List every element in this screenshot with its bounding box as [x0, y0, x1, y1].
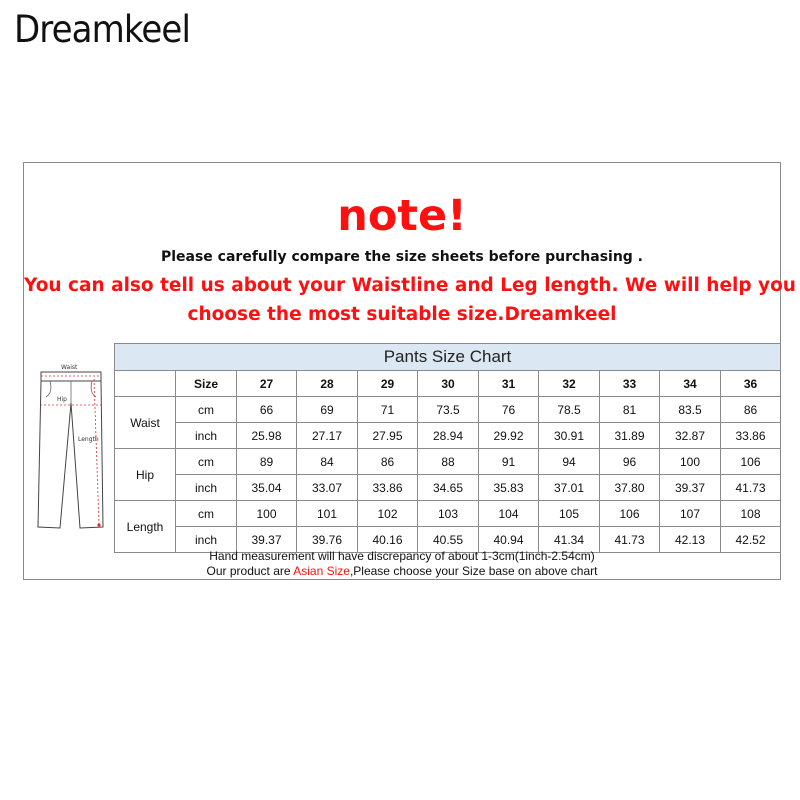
table-cell: 100 — [660, 449, 721, 475]
table-cell: 30.91 — [539, 423, 600, 449]
footer-line-1: Hand measurement will have discrepancy of about 1-3cm(1inch-2.54cm) — [209, 549, 595, 563]
note-box — [24, 163, 796, 344]
table-cell: 42.52 — [721, 527, 781, 553]
footer-line-2 — [24, 564, 780, 578]
table-cell: 94 — [539, 449, 600, 475]
brand-logo: Dreamkeel — [14, 8, 190, 51]
table-cell: 89 — [237, 449, 297, 475]
size-header-row — [115, 371, 781, 397]
table-cell: 31.89 — [600, 423, 660, 449]
table-row — [115, 475, 781, 501]
table-cell: 73.5 — [418, 397, 479, 423]
size-label: Size — [176, 371, 237, 397]
pants-size-chart — [114, 343, 780, 547]
table-cell: 91 — [479, 449, 539, 475]
table-cell: 35.04 — [237, 475, 297, 501]
table-cell: 66 — [237, 397, 297, 423]
size-chart-card — [23, 162, 796, 580]
table-cell: 39.76 — [297, 527, 358, 553]
figure-label-waist: Waist — [61, 364, 78, 371]
table-row — [115, 423, 781, 449]
footer-line-2-pre: Our product are — [206, 564, 294, 578]
table-cell: 41.73 — [600, 527, 660, 553]
table-cell: 40.94 — [479, 527, 539, 553]
table-cell: 41.34 — [539, 527, 600, 553]
table-cell: 25.98 — [237, 423, 297, 449]
measurement-name: Length — [115, 501, 176, 553]
table-cell: 37.80 — [600, 475, 660, 501]
table-cell: 40.16 — [358, 527, 418, 553]
size-column-header: 29 — [358, 371, 418, 397]
table-cell: 27.17 — [297, 423, 358, 449]
table-cell: 33.86 — [358, 475, 418, 501]
size-column-header: 31 — [479, 371, 539, 397]
unit-label: cm — [176, 449, 237, 475]
table-cell: 32.87 — [660, 423, 721, 449]
pants-measurement-figure — [24, 343, 115, 547]
size-column-header: 36 — [721, 371, 781, 397]
note-line-2b: choose the most suitable size.Dreamkeel — [187, 304, 617, 325]
table-cell: 84 — [297, 449, 358, 475]
table-cell: 100 — [237, 501, 297, 527]
table-cell: 88 — [418, 449, 479, 475]
table-cell: 35.83 — [479, 475, 539, 501]
table-row — [115, 397, 781, 423]
chart-title-row — [115, 344, 781, 371]
size-column-header: 28 — [297, 371, 358, 397]
table-cell: 27.95 — [358, 423, 418, 449]
figure-label-hip: Hip — [57, 396, 67, 403]
footer-notes — [24, 547, 780, 579]
note-line-1: Please carefully compare the size sheets before purchasing . — [160, 249, 644, 265]
table-row — [115, 449, 781, 475]
table-cell: 71 — [358, 397, 418, 423]
table-cell: 40.55 — [418, 527, 479, 553]
table-cell: 103 — [418, 501, 479, 527]
table-cell: 37.01 — [539, 475, 600, 501]
table-cell: 101 — [297, 501, 358, 527]
table-cell: 29.92 — [479, 423, 539, 449]
measurement-name: Hip — [115, 449, 176, 501]
table-cell: 102 — [358, 501, 418, 527]
note-title: note! — [337, 191, 467, 241]
unit-label: inch — [176, 527, 237, 553]
table-cell: 34.65 — [418, 475, 479, 501]
table-cell: 108 — [721, 501, 781, 527]
table-cell: 81 — [600, 397, 660, 423]
unit-label: inch — [176, 475, 237, 501]
note-line-2 — [24, 271, 796, 329]
chart-title: Pants Size Chart — [115, 344, 781, 371]
table-cell: 78.5 — [539, 397, 600, 423]
table-cell: 41.73 — [721, 475, 781, 501]
size-column-header: 32 — [539, 371, 600, 397]
table-cell: 42.13 — [660, 527, 721, 553]
table-cell: 28.94 — [418, 423, 479, 449]
unit-label: cm — [176, 397, 237, 423]
table-cell: 104 — [479, 501, 539, 527]
header-blank-cell — [115, 371, 176, 397]
table-cell: 105 — [539, 501, 600, 527]
size-column-header: 33 — [600, 371, 660, 397]
size-table — [114, 343, 781, 553]
table-cell: 69 — [297, 397, 358, 423]
table-cell: 106 — [600, 501, 660, 527]
unit-label: cm — [176, 501, 237, 527]
table-cell: 39.37 — [237, 527, 297, 553]
table-cell: 83.5 — [660, 397, 721, 423]
table-cell: 106 — [721, 449, 781, 475]
table-row — [115, 501, 781, 527]
figure-label-length: Length — [78, 436, 99, 443]
table-cell: 33.86 — [721, 423, 781, 449]
table-cell: 96 — [600, 449, 660, 475]
table-cell: 107 — [660, 501, 721, 527]
unit-label: inch — [176, 423, 237, 449]
footer-line-2-post: ,Please choose your Size base on above chart — [349, 564, 598, 578]
table-cell: 33.07 — [297, 475, 358, 501]
note-line-2a: You can also tell us about your Waistline and Leg length. We will help you — [24, 275, 796, 296]
pants-illustration — [24, 343, 114, 547]
measurement-name: Waist — [115, 397, 176, 449]
table-cell: 76 — [479, 397, 539, 423]
size-column-header: 34 — [660, 371, 721, 397]
size-column-header: 30 — [418, 371, 479, 397]
table-cell: 39.37 — [660, 475, 721, 501]
table-cell: 86 — [721, 397, 781, 423]
footer-asian-size: Asian Size — [293, 564, 350, 578]
table-cell: 86 — [358, 449, 418, 475]
size-column-header: 27 — [237, 371, 297, 397]
